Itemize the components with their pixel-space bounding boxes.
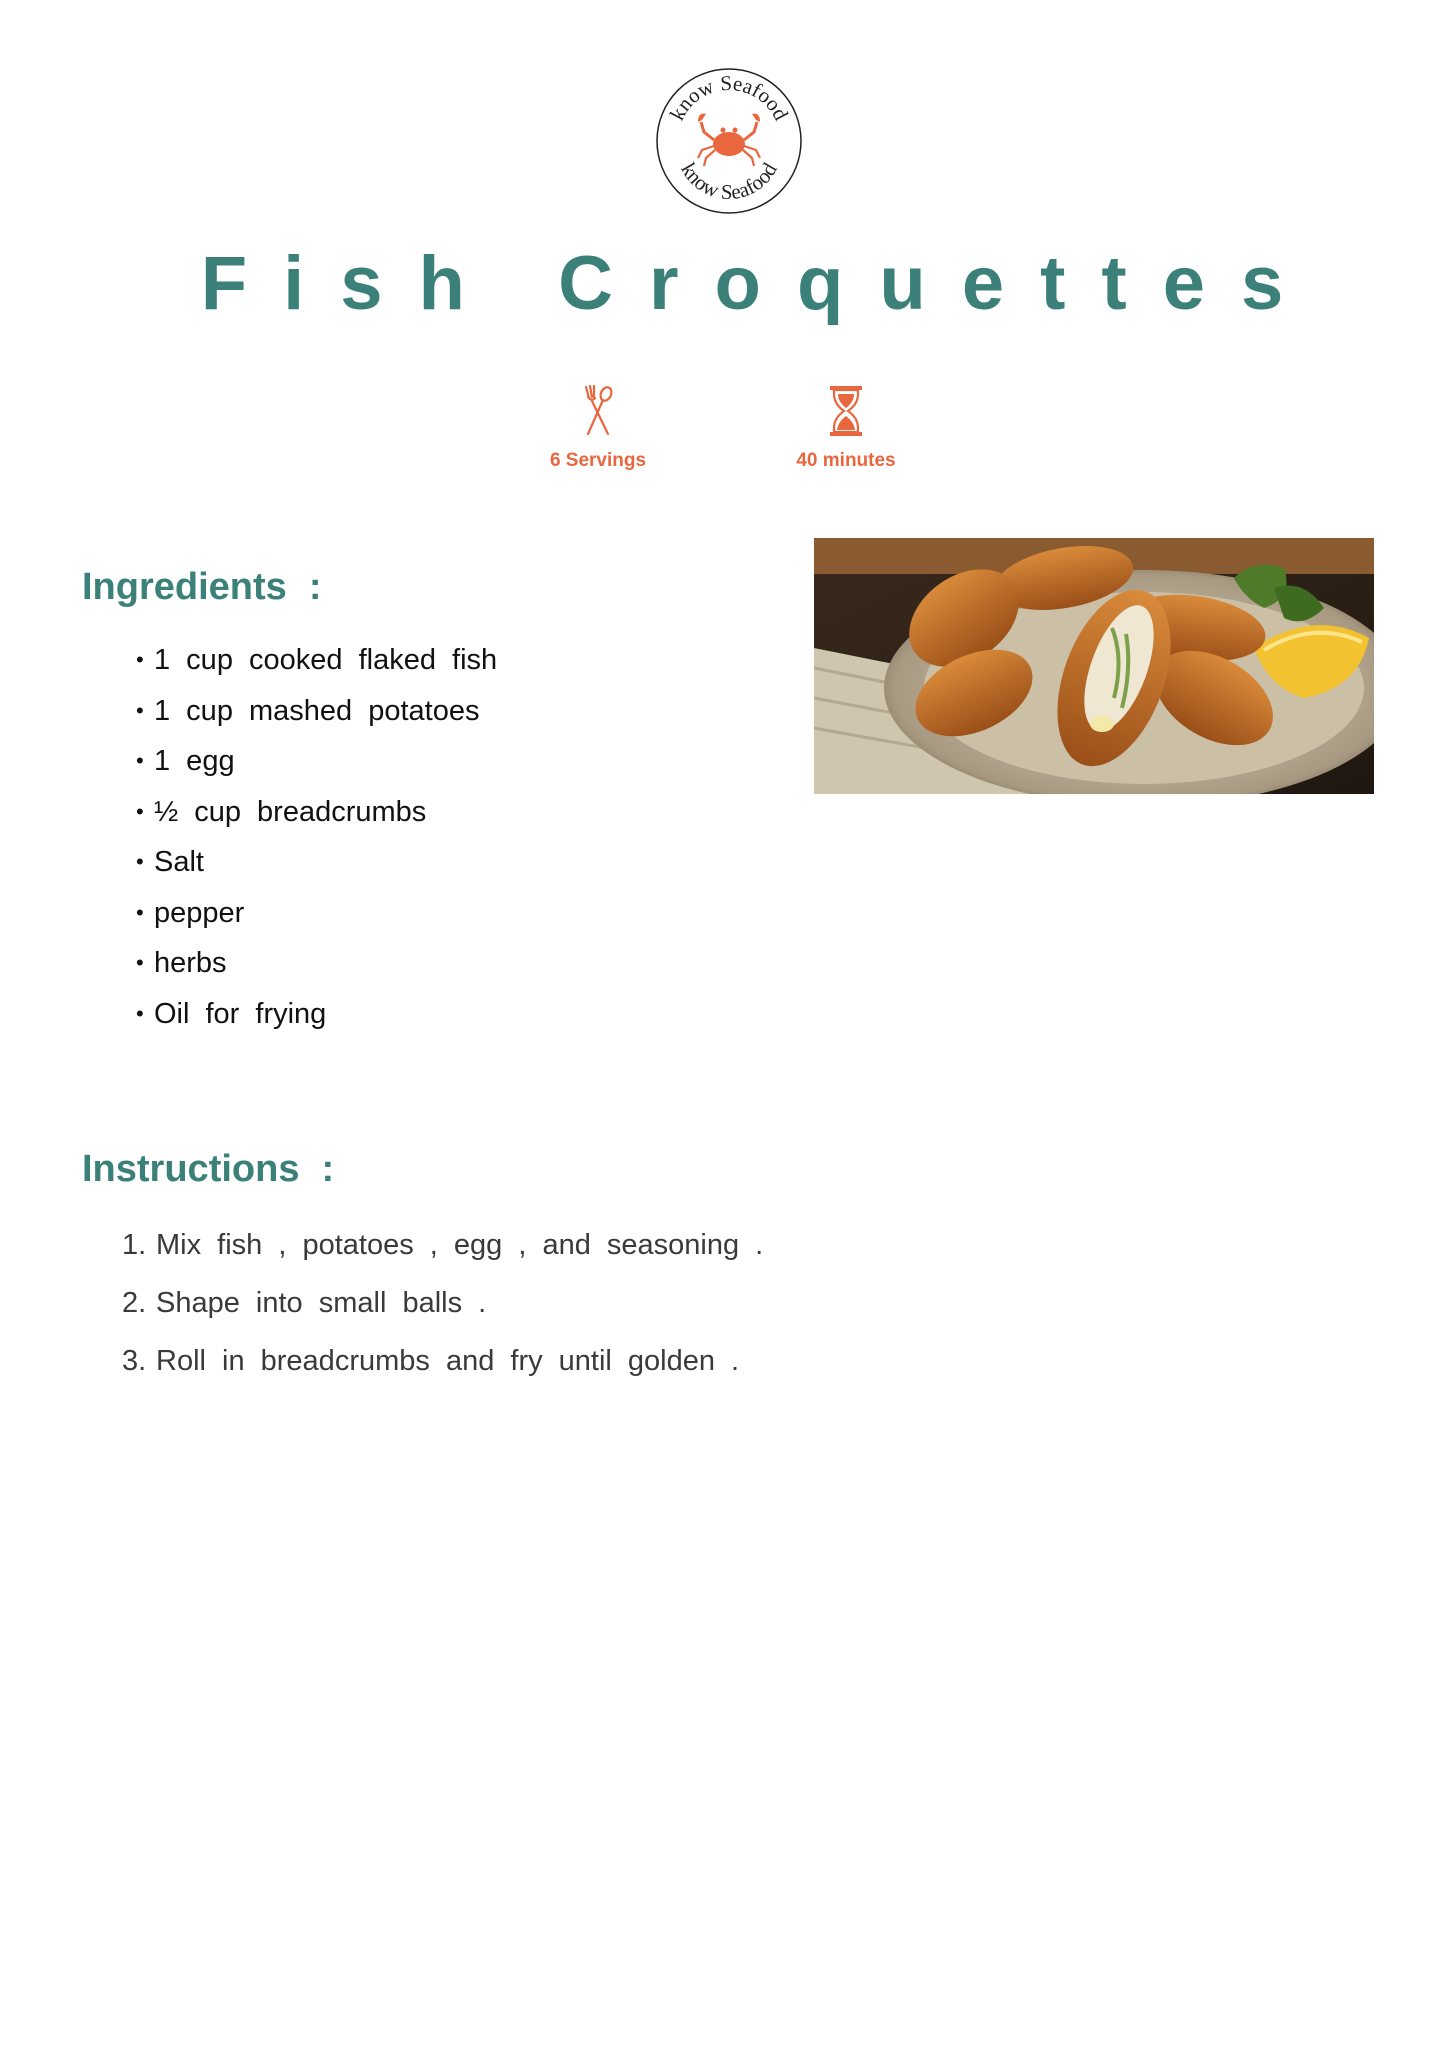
time-info <box>766 384 926 472</box>
list-item: 2. Shape into small balls . <box>122 1287 487 1319</box>
ingredients-heading-colon: : <box>308 566 322 608</box>
list-item: • 1 cup cooked flaked fish <box>136 644 498 676</box>
ingredients-heading <box>82 566 321 609</box>
fork-spoon-icon <box>576 384 620 440</box>
time-label: 40 minutes <box>796 450 896 471</box>
instructions-heading-colon: : <box>321 1148 335 1190</box>
list-item: • 1 egg <box>136 745 235 777</box>
ingredients-list <box>136 636 497 1040</box>
servings-info <box>518 384 678 472</box>
list-item: • Salt <box>136 846 204 878</box>
list-item: • pepper <box>136 896 245 929</box>
logo-text-top: know Seafood <box>664 70 794 125</box>
croquettes-photo <box>814 538 1374 794</box>
hourglass-icon <box>824 384 868 440</box>
crab-logo-icon <box>654 66 804 216</box>
list-item: 1. Mix fish , potatoes , egg , and seasoning . <box>122 1229 764 1261</box>
instructions-heading-text: Instructions <box>82 1148 300 1190</box>
croquettes-photo-image <box>814 538 1374 794</box>
list-item: • 1 cup mashed potatoes <box>136 694 480 727</box>
servings-label: 6 Servings <box>549 450 647 471</box>
list-item: 3. Roll in breadcrumbs and fry until golden . <box>122 1345 740 1377</box>
instructions-list <box>122 1220 763 1394</box>
list-item: • ½ cup breadcrumbs <box>136 795 427 828</box>
ingredients-heading-text: Ingredients <box>82 566 287 608</box>
list-item: • herbs <box>136 947 227 979</box>
instructions-heading <box>82 1148 334 1191</box>
brand-logo <box>654 66 804 216</box>
logo-text-bottom: know Seafood <box>676 158 782 205</box>
list-item: • Oil for frying <box>136 997 327 1030</box>
recipe-title: Fish Croquettes <box>200 241 1320 326</box>
